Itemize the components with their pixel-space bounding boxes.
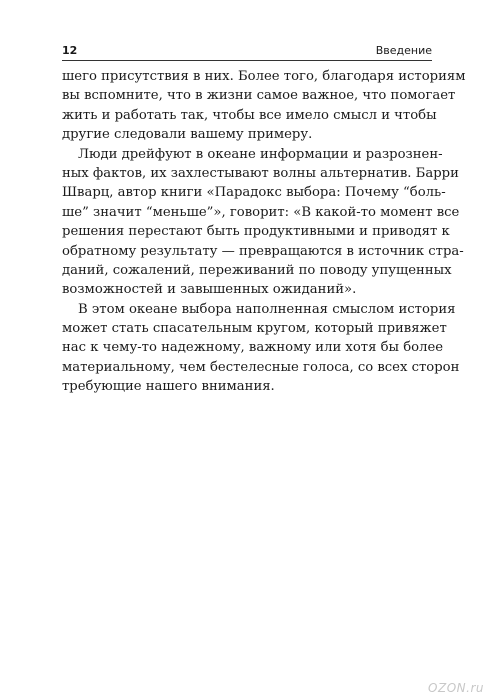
text-line: другие следовали вашему примеру.	[62, 127, 313, 143]
page-number: 12	[62, 44, 78, 57]
body-text	[62, 67, 466, 397]
text-line: нас к чему-то надежному, важному или хотя бы более	[62, 340, 444, 356]
paragraph-1	[62, 67, 466, 145]
text-line: даний, сожалений, переживаний по поводу упущенных	[62, 262, 452, 278]
text-line: Шварц, автор книги «Парадокс выбора: Почему “боль-	[62, 185, 446, 201]
text-line: ше” значит “меньше”», говорит: «В какой-то момент все	[62, 204, 460, 220]
text-line: вы вспомните, что в жизни самое важное, что помогает	[62, 88, 456, 104]
paragraph-3	[62, 300, 460, 397]
text-line: шего присутствия в них. Более того, благодаря историям	[62, 69, 466, 84]
page-header	[62, 40, 432, 60]
text-line: жить и работать так, чтобы все имело смысл и чтобы	[62, 107, 437, 123]
running-head: Введение	[375, 44, 432, 57]
text-line: материальному, чем бестелесные голоса, со всех сторон	[62, 359, 460, 375]
text-line: ных фактов, их захлестывают волны альтернатив. Барри	[62, 165, 459, 181]
text-line: возможностей и завышенных ожиданий».	[62, 282, 357, 298]
text-line: требующие нашего внимания.	[62, 379, 275, 395]
text-line: Люди дрейфуют в океане информации и разрознен-	[78, 146, 443, 162]
text-line: В этом океане выбора наполненная смыслом история	[78, 301, 456, 317]
header-rule	[62, 60, 432, 61]
text-line: обратному результату — превращаются в источник стра-	[62, 243, 464, 259]
text-line: решения перестают быть продуктивными и приводят к	[62, 224, 450, 240]
text-line: может стать спасательным кругом, который привяжет	[62, 321, 447, 337]
paragraph-2	[62, 145, 464, 300]
watermark: OZON.ru	[428, 681, 484, 695]
